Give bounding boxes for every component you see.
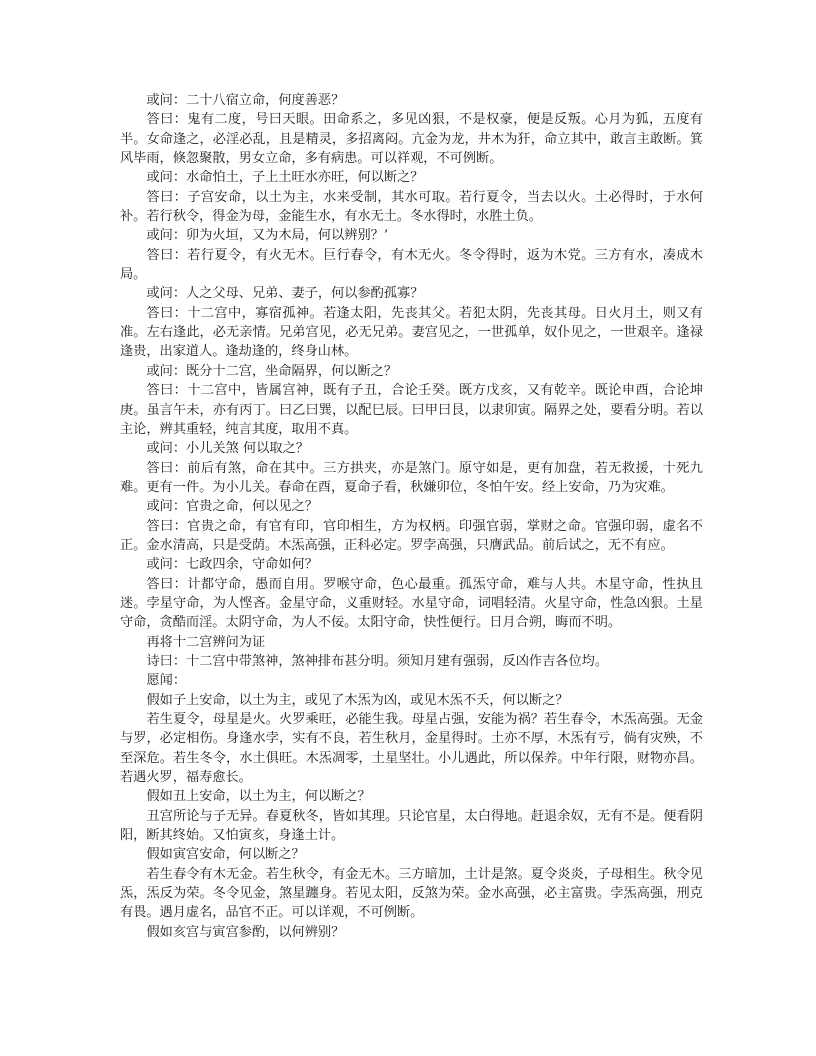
question-paragraph: 或问：卯为火垣，又为木局，何以辨别？’ bbox=[146, 228, 389, 244]
answer-paragraph: 答曰：若行夏令，有火无木。巨行春令，有木无火。冬令得时，返为木党。三方有水，凑成木局。 bbox=[120, 247, 703, 283]
question-paragraph: 或问：水命怕土，子上土旺水亦旺，何以断之？ bbox=[146, 170, 424, 186]
answer-paragraph: 答曰：十二宫中，皆属宫神，既有子丑，合论壬癸。既方戊亥，又有乾辛。既论申酉，合论坤庚。虽言午未，亦有丙丁。曰乙曰巽，以配巳辰。曰甲曰艮，以隶卯寅。隔界之处，要看分明。若以主论，辨其重轻，纯言其度，取用不真。 bbox=[120, 383, 703, 437]
answer-paragraph: 若生夏令，母星是火。火罗乘旺，必能生我。母星占强，安能为祸？若生春令，木炁高强。无金与罗，必定相伤。身逢水孛，实有不良，若生秋月，金星得时。土亦不厚，木炁有亏，倘有灾殃，不至深危。若生冬令，水土俱旺。木炁凋零，土星坚壮。小儿遇此，所以保养。中年行限，财物亦昌。若遇火罗，福寿愈长。 bbox=[120, 712, 703, 786]
question-paragraph: 或问：小儿关煞 何以取之？ bbox=[146, 441, 309, 457]
question-paragraph: 或问：人之父母、兄弟、妻子，何以参酌孤寡？ bbox=[146, 286, 424, 302]
answer-paragraph: 答曰：官贵之命，有官有印，官印相生，方为权柄。印强官弱，掌财之命。官强印弱，虚名不正。金水清高，只是受荫。木炁高强，正科必定。罗孛高强，只膺武品。前后试之，无不有应。 bbox=[120, 518, 703, 553]
answer-paragraph: 答曰：鬼有二度，号曰天眼。田命系之，多见凶狠，不是权豪，便是反叛。心月为狐，五度有半。女命逢之，必淫必乱，且是精灵，多招离闷。亢金为龙，井木为犴，命立其中，敢言主敢断。箕风毕雨，倏忽聚散，男女立命，多有病患。可以祥观，不可例断。 bbox=[120, 112, 703, 167]
answer-paragraph: 答曰：前后有煞，命在其中。三方拱夹，亦是煞门。原守如是，更有加盘，若无救援，十死九难。更有一件。为小儿关。春命在酉，夏命子看，秋嫌卯位，冬怕午安。经上安命，乃为灾难。 bbox=[120, 460, 703, 495]
answer-paragraph: 答曰：十二宫中，寡宿孤神。若逢太阳，先丧其父。若犯太阴，先丧其母。日火月土，则又有准。左右逢此，必无亲情。兄弟宫见，必无兄弟。妻宫见之，一世孤单，奴仆见之，一世艰辛。逢禄逢贵，出家道人。逢劫逢的，终身山林。 bbox=[120, 305, 703, 360]
question-paragraph: 假如子上安命，以土为主，或见了木炁为凶，或见木炁不夭，何以断之？ bbox=[146, 692, 569, 708]
prompt-paragraph: 愿闻： bbox=[146, 673, 187, 689]
question-paragraph: 或问：二十八宿立命，何度善恶？ bbox=[146, 93, 345, 108]
question-paragraph: 假如亥宫与寅宫参酌，以何辨别？ bbox=[146, 924, 345, 940]
question-paragraph: 或问：七政四余，守命如何？ bbox=[146, 557, 318, 573]
answer-paragraph: 丑宫所论与子无异。春夏秋冬，皆如其理。只论官星，太白得地。赶退余奴，无有不是。便看阴阳，断其终始。又怕寅亥，身逢土计。 bbox=[120, 808, 703, 844]
question-paragraph: 假如丑上安命，以土为主，何以断之？ bbox=[146, 789, 371, 805]
question-paragraph: 假如寅宫安命，何以断之？ bbox=[146, 847, 305, 863]
section-heading: 再将十二宫辨问为证 bbox=[146, 634, 266, 650]
answer-paragraph: 答曰：计都守命，愚而自用。罗喉守命，色心最重。孤炁守命，难与人共。木星守命，性执且迷。孛星守命，为人悭吝。金星守命，义重财轻。水星守命，词唱轻清。火星守命，性急凶狠。土星守命，贪酷而淫。太阴守命，为人不佞。太阳守命，快性便行。日月合朔，晦而不明。 bbox=[120, 576, 703, 631]
question-paragraph: 或问：官贵之命，何以见之？ bbox=[146, 499, 318, 515]
question-paragraph: 或问：既分十二宫，坐命隔界，何以断之？ bbox=[146, 363, 398, 379]
document-page bbox=[120, 91, 703, 942]
answer-paragraph: 答曰：子宫安命，以土为主，水来受制，其水可取。若行夏令，当去以火。土必得时，于水何补。若行秋令，得金为母，金能生水，有水无土。冬水得时，水胜土负。 bbox=[120, 189, 703, 225]
poem-paragraph: 诗曰：十二宫中带煞神，煞神排布甚分明。须知月建有强弱，反凶作吉各位均。 bbox=[146, 653, 609, 669]
answer-paragraph: 若生春令有木无金。若生秋令，有金无木。三方暗加，土计是煞。夏令炎炎，子母相生。秋令见炁，炁反为荣。冬令见金，煞星躔身。若见太阳，反煞为荣。金水高强，必主富贵。孛炁高强，刑克有畏。遇月虚名，品官不正。可以详观，不可例断。 bbox=[120, 866, 703, 921]
